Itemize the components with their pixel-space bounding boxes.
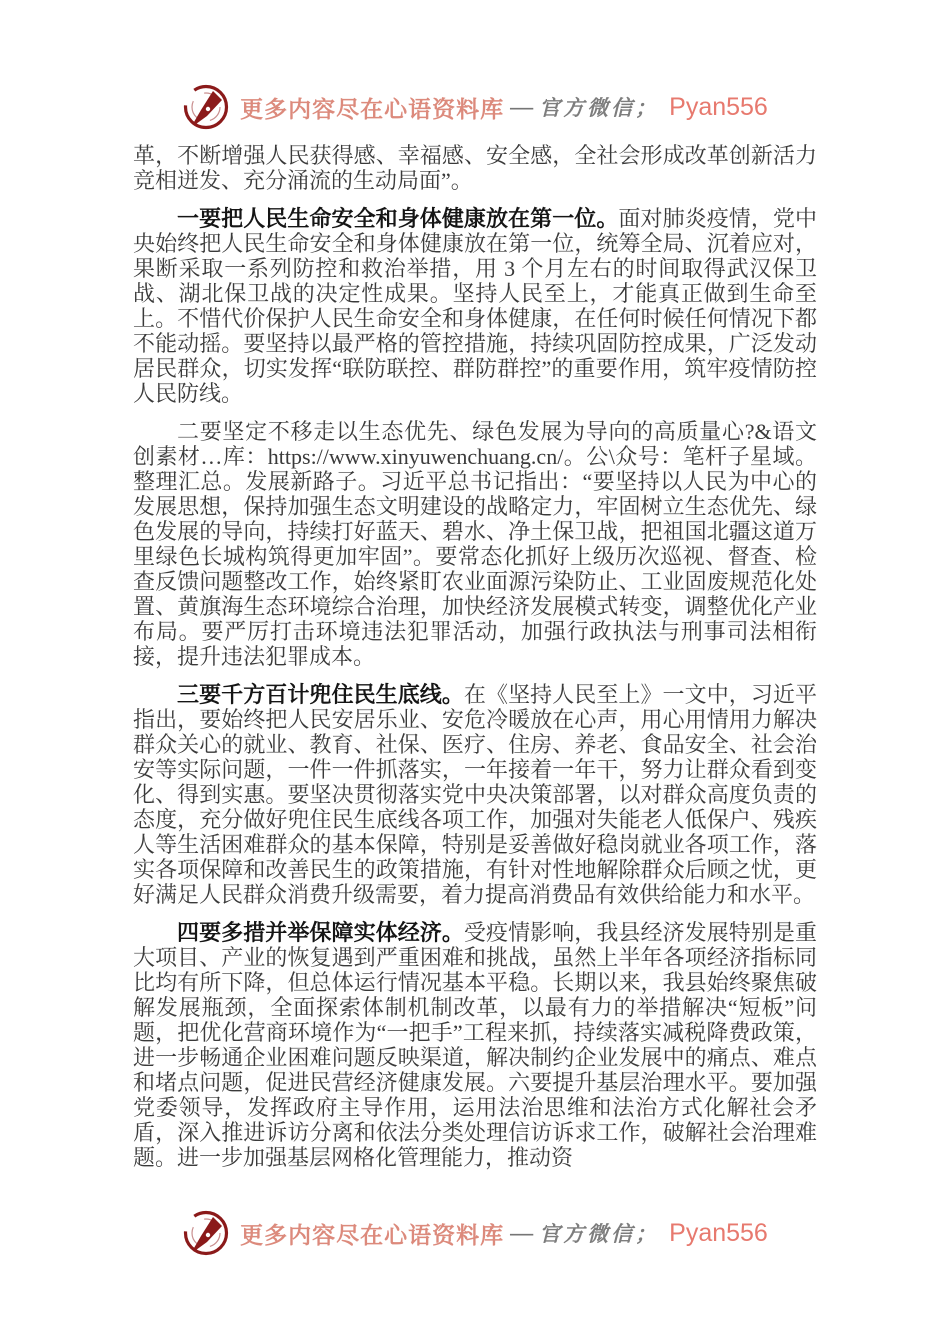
pen-nib-logo-icon <box>182 82 230 132</box>
paragraph-lead: 一要把人民生命安全和身体健康放在第一位。 <box>177 206 619 231</box>
paragraph-point-three <box>133 682 817 907</box>
paragraph-text: 二要坚定不移走以生态优先、绿色发展为导向的高质量心?&语文创素材…库：https://www.xinyuwenchuang.cn/。公\众号：笔杆子星域。整理汇总。发展新路子。习近平总书记指出：“要坚持以人民为中心的发展思想，保持加强生态文明建设的战略定力，牢固树立生态优先、绿色发展的导向，持续打好蓝天、碧水、净土保卫战，把祖国北疆这道万里绿色长城构筑得更加牢固”。要常态化抓好上级历次巡视、督查、检查反馈问题整改工作，始终紧盯农业面源污染防止、工业固废规范化处置、黄旗海生态环境综合治理，加快经济发展模式转变，调整优化产业布局。要严厉打击环境违法犯罪活动，加强行政执法与刑事司法相衔接，提升违法犯罪成本。 <box>133 419 817 669</box>
brand-text: 更多内容尽在心语资料库 <box>240 1222 505 1248</box>
paragraph-continuation <box>133 143 817 193</box>
paragraph-text: 受疫情影响，我县经济发展特别是重大项目、产业的恢复遇到严重困难和挑战，虽然上半年各项经济指标同比均有所下降，但总体运行情况基本平稳。长期以来，我县始终聚焦破解发展瓶颈，全面探索体制机制改革，以最有力的举措解决“短板”问题，把优化营商环境作为“一把手”工程来抓，持续落实减税降费政策，进一步畅通企业困难问题反映渠道，解决制约企业发展中的痛点、难点和堵点问题，促进民营经济健康发展。六要提升基层治理水平。要加强党委领导，发挥政府主导作用，运用法治思维和法治方式化解社会矛盾，深入推进诉访分离和依法分类处理信访诉求工作，破解社会治理难题。进一步加强基层网格化管理能力，推动资 <box>133 920 817 1170</box>
paragraph-text: 革，不断增强人民获得感、幸福感、安全感，全社会形成改革创新活力竞相迸发、充分涌流的生动局面”。 <box>133 143 817 193</box>
paragraph-text: 面对肺炎疫情，党中央始终把人民生命安全和身体健康放在第一位，统筹全局、沉着应对，果断采取一系列防控和救治举措，用 3 个月左右的时间取得武汉保卫战、湖北保卫战的决定性成果。坚持人民至上，才能真正做到生命至上。不惜代价保护人民生命安全和身体健康，在任何时候任何情况下都不能动摇。要坚持以最严格的管控措施，持续巩固防控成果，广泛发动居民群众，切实发挥“联防联控、群防群控”的重要作用，筑牢疫情防控人民防线。 <box>133 206 817 406</box>
paragraph-point-one <box>133 206 817 406</box>
separator-dash: — <box>510 94 534 119</box>
separator-dash: — <box>510 1220 534 1245</box>
header-brandline <box>0 82 950 132</box>
wechat-id: Pyan556 <box>669 1218 768 1247</box>
paragraph-point-two <box>133 419 817 669</box>
paragraph-lead: 四要多措并举保障实体经济。 <box>177 920 464 945</box>
paragraph-lead: 三要千方百计兜住民生底线。 <box>177 682 464 707</box>
brand-text: 更多内容尽在心语资料库 <box>240 96 505 122</box>
paragraph-point-four <box>133 920 817 1170</box>
pen-nib-logo-icon <box>182 1208 230 1258</box>
footer-brandline <box>0 1208 950 1258</box>
paragraph-text: 在《坚持人民至上》一文中，习近平指出，要始终把人民安居乐业、安危冷暖放在心声，用心用情用力解决群众关心的就业、教育、社保、医疗、住房、养老、食品安全、社会治安等实际问题，一件一件抓落实，一年接着一年干，努力让群众看到变化、得到实惠。要坚决贯彻落实党中央决策部署，以对群众高度负责的态度，充分做好兜住民生底线各项工作，加强对失能老人低保户、残疾人等生活困难群众的基本保障，特别是妥善做好稳岗就业各项工作，落实各项保障和改善民生的政策措施，有针对性地解除群众后顾之忧，更好满足人民群众消费升级需要，着力提高消费品有效供给能力和水平。 <box>133 682 817 907</box>
wechat-label: 官方微信； <box>539 1222 660 1246</box>
wechat-label: 官方微信； <box>539 96 660 120</box>
wechat-id: Pyan556 <box>669 92 768 121</box>
document-body <box>133 143 817 1183</box>
